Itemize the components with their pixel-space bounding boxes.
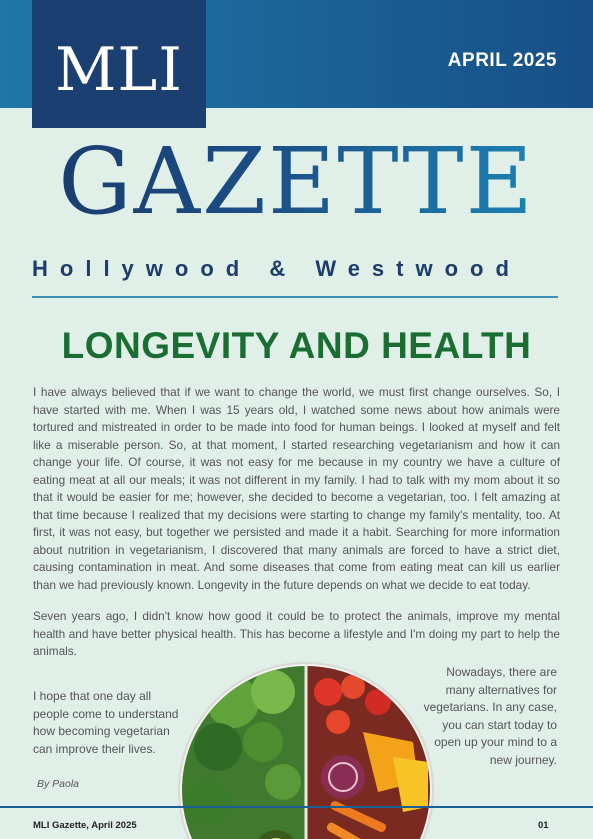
logo: [32, 0, 206, 128]
masthead-subtitle: Hollywood & Westwood: [32, 256, 521, 281]
footer-publication: MLI Gazette, April 2025: [33, 820, 137, 831]
page-number: 01: [538, 820, 549, 831]
pull-text-left: I hope that one day all people come to understand how becoming vegetarian can improve their lives.: [33, 689, 179, 756]
logo-text: MLI: [55, 35, 183, 105]
article-headline: LONGEVITY AND HEALTH: [61, 325, 532, 366]
header-divider: [32, 296, 558, 298]
masthead-title: GAZETTE: [20, 136, 573, 228]
pull-text-right: Nowadays, there are many alternatives for vegetarians. In any case, you can start today to open up your mind to a new journey.: [423, 665, 557, 767]
article-paragraph-1: I have always believed that if we want to change the world, we must first change ourselves. So, I have started with me. When I was 15 years old, I watched some news about how animals were tortured and mistreated in order to be made into food for human beings. I looked at myself and felt like a miserable person. So, at that moment, I started researching vegetarianism and how it can change your life. Of course, it was not easy for me because in my country we have a culture of eating meat at all our meals; it was not different in my family. I had to talk with my mom about it so that it would be easier for me; however, she decided to become a vegetarian, too. I felt amazing at that time because I realized that my decisions were starting to change my family's mentality, too. At first, it was not easy, but together we persisted and made it a habit. Searching for more information about nutrition in vegetarianism, I discovered that many animals are forced to have a strict diet, causing contamination in meat. And some diseases that come from eating meat can kill us earlier than we had previously known. Longevity in the future depends on what we decide to eat today.: [33, 385, 560, 592]
vegetable-plate-image: [178, 662, 434, 839]
footer-divider: [0, 806, 593, 808]
issue-date: APRIL 2025: [447, 50, 557, 71]
article-paragraph-2: Seven years ago, I didn't know how good it could be to protect the animals, improve my mental health and have better physical health. This has become a lifestyle and I'm doing my part to help the animals.: [33, 609, 560, 658]
byline: By Paola: [37, 778, 80, 790]
